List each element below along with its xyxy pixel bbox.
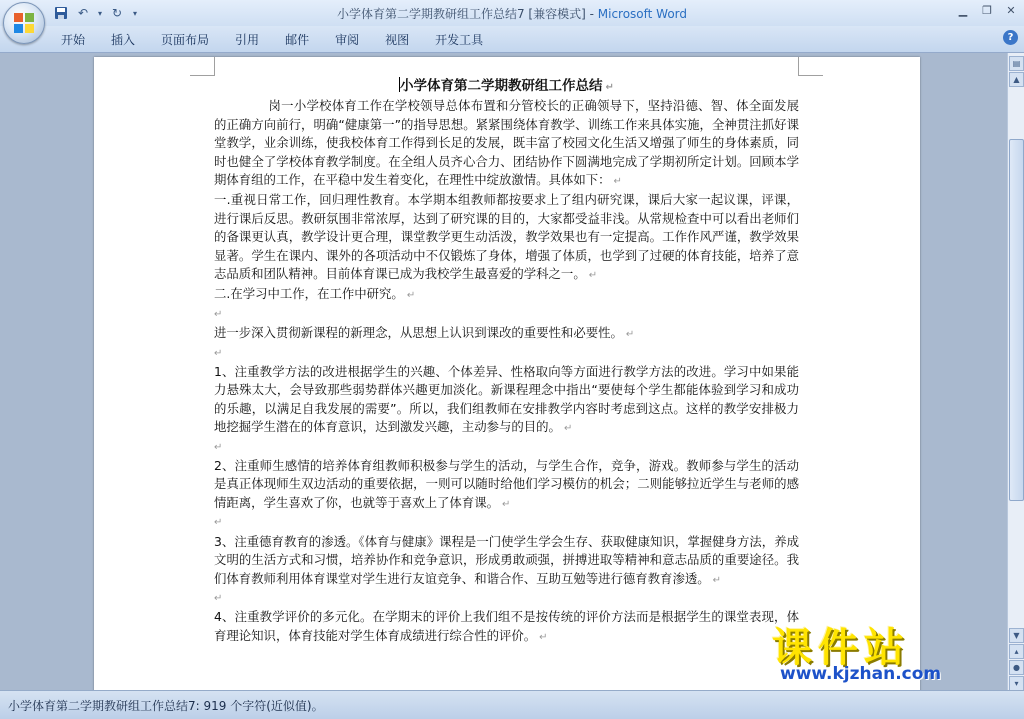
scroll-thumb[interactable] (1009, 139, 1024, 501)
empty-paragraph (214, 590, 799, 608)
crop-mark-top-right (798, 57, 823, 76)
document-paragraph (214, 97, 799, 191)
crop-mark-top-left (190, 57, 215, 76)
office-button[interactable] (3, 2, 45, 44)
watermark-logo-text: 课件站 (772, 625, 910, 671)
customize-toolbar-icon[interactable]: ▾ (132, 8, 137, 18)
tab-review[interactable]: 审阅 (335, 33, 360, 47)
title-bar (0, 0, 1024, 26)
tab-page-layout[interactable]: 页面布局 (161, 33, 210, 47)
office-logo-icon (13, 12, 35, 34)
paragraph-text: 岗一小学校体育工作在学校领导总体布置和分管校长的正确领导下，坚持沿德、智、体全面发展的正确方向前行，明确“健康第一”的指导思想。紧紧围绕体育教学、训练工作来具体实施，全神贯注抓好课堂教学，业余训练，使我校体育工作得到长足的发展，既丰富了校园文化生活又增强了师生的身体素质，同时也健全了学校体育教学制度。在全组人员齐心合力、团结协作下圆满地完成了学期初所定计划。回顾本学期体育组的工作，在平稳中发生着变化，在理性中绽放激情。具体如下： (214, 98, 799, 188)
paragraph-mark-icon: ↵ (214, 308, 223, 320)
document-workspace (0, 53, 1008, 690)
select-browse-object-icon[interactable]: ● (1009, 660, 1024, 675)
vertical-scrollbar[interactable] (1007, 53, 1024, 690)
watermark (772, 616, 1022, 688)
document-paragraph (214, 285, 799, 305)
tab-view[interactable]: 视图 (385, 33, 410, 47)
redo-icon[interactable]: ↻ (111, 6, 123, 20)
window-title (0, 5, 1024, 22)
close-icon[interactable]: ✕ (1006, 3, 1016, 17)
paragraph-mark-icon: ↵ (625, 329, 635, 341)
chevron-down-icon[interactable]: ▾ (97, 8, 102, 18)
paragraph-mark-icon: ↵ (214, 347, 223, 359)
watermark-url: www.kjzhan.com (780, 664, 942, 684)
tab-developer[interactable]: 开发工具 (435, 33, 484, 47)
ruler-toggle-icon[interactable]: ▤ (1009, 56, 1024, 71)
document-heading-text: 小学体育第二学期教研组工作总结 (400, 78, 603, 94)
paragraph-text: 进一步深入贯彻新课程的新理念，从思想上认识到课改的重要性和必要性。 (214, 325, 623, 341)
paragraph-mark-icon: ↵ (214, 592, 223, 604)
previous-page-icon[interactable]: ▴ (1009, 644, 1024, 659)
empty-paragraph (214, 439, 799, 457)
minimize-icon[interactable]: ▁ (958, 3, 968, 17)
help-icon[interactable]: ? (1003, 30, 1018, 45)
paragraph-mark-icon: ↵ (613, 176, 622, 188)
paragraph-mark-icon: ↵ (588, 270, 598, 282)
paragraph-mark-icon: ↵ (214, 517, 223, 529)
paragraph-mark-icon: ↵ (712, 574, 722, 586)
tab-insert[interactable]: 插入 (111, 33, 136, 47)
document-heading (214, 77, 799, 97)
paragraph-mark-icon: ↵ (501, 498, 511, 510)
document-title-text: 小学体育第二学期教研组工作总结7 [兼容模式] - (336, 7, 598, 21)
tab-mailings[interactable]: 邮件 (285, 33, 310, 47)
scroll-down-icon[interactable]: ▼ (1009, 628, 1024, 643)
ribbon-tabs (48, 31, 496, 49)
tab-references[interactable]: 引用 (235, 33, 260, 47)
paragraph-text: 4、注重教学评价的多元化。在学期末的评价上我们组不是按传统的评价方法而是根据学生的课堂表现，体育理论知识，体育技能对学生体育成绩进行综合性的评价。 (214, 609, 799, 643)
paragraph-text: 一.重视日常工作，回归理性教育。本学期本组教师都按要求上了组内研究课，课后大家一起议课，评课，进行课后反思。教研氛围非常浓厚，达到了研究课的目的，大家都受益非浅。从常规检查中可以看出老师们的备课更认真，教学设计更合理，课堂教学更生动活泼，教学效果也有一定提高。工作作风严谨，教学效果显著。学生在课内、课外的各项活动中不仅锻炼了身体，增强了体质，也学到了过硬的体育技能，培养了意志品质和团队精神。目前体育课已成为我校学生最喜爱的学科之一。 (214, 192, 799, 282)
scroll-up-icon[interactable]: ▲ (1009, 72, 1024, 87)
paragraph-mark-icon: ↵ (539, 631, 548, 643)
paragraph-text: 2、注重师生感情的培养体育组教师积极参与学生的活动，与学生合作，竞争，游戏。教师参与学生的活动是真正体现师生双边活动的重要依据，一则可以随时给他们学习模仿的机会；二则能够拉近学生与老师的感情距离，学生喜欢了你，也就等于喜欢上了体育课。 (214, 458, 799, 510)
paragraph-text: 3、注重德育教育的渗透。《体育与健康》课程是一门使学生学会生存、获取健康知识，掌握健身方法，养成文明的生活方式和习惯，培养协作和竞争意识，形成勇敢顽强，拼搏进取等精神和意志品质的重要途径。我们体育教师利用体育课堂对学生进行友谊竞争、和谐合作、互助互勉等进行德育教育渗透。 (214, 533, 799, 586)
maximize-icon[interactable]: ❐ (982, 3, 992, 17)
paragraph-mark-icon: ↵ (214, 441, 223, 453)
empty-paragraph (214, 514, 799, 532)
document-paragraph (214, 457, 799, 514)
undo-icon[interactable]: ↶ (77, 6, 89, 20)
document-paragraph (214, 363, 799, 439)
ribbon (0, 26, 1024, 53)
empty-paragraph (214, 345, 799, 363)
paragraph-text: 1、注重教学方法的改进根据学生的兴趣、个体差异、性格取向等方面进行教学方法的改进。学习中如果能力悬殊太大，会导致那些弱势群体兴趣更加淡化。新课程理念中指出“要使每个学生都能体验到学习和成功的乐趣，以满足自我发展的需要”。所以，我们组教师在安排教学内容时考虑到这点。这样的教学安排极力地挖掘学生潜在的体育意识，达到激发兴趣，主动参与的目的。 (214, 364, 799, 435)
window-controls (954, 2, 1020, 18)
document-paragraph (214, 324, 799, 344)
document-paragraph (214, 608, 799, 647)
paragraph-mark-icon: ↵ (605, 82, 614, 93)
tab-home[interactable]: 开始 (61, 33, 86, 47)
paragraph-mark-icon: ↵ (563, 423, 573, 435)
document-paragraph (214, 533, 799, 590)
document-body[interactable] (214, 77, 799, 647)
status-bar (0, 690, 1024, 719)
paragraph-list (214, 97, 799, 647)
app-name: Microsoft Word (597, 7, 688, 21)
next-page-icon[interactable]: ▾ (1009, 676, 1024, 691)
document-paragraph (214, 191, 799, 285)
empty-paragraph (214, 306, 799, 324)
paragraph-text: 二.在学习中工作，在工作中研究。 (214, 286, 404, 302)
document-page[interactable] (94, 57, 920, 690)
paragraph-mark-icon: ↵ (406, 290, 416, 302)
status-text: 小学体育第二学期教研组工作总结7: 919 个字符(近似值)。 (8, 699, 324, 713)
